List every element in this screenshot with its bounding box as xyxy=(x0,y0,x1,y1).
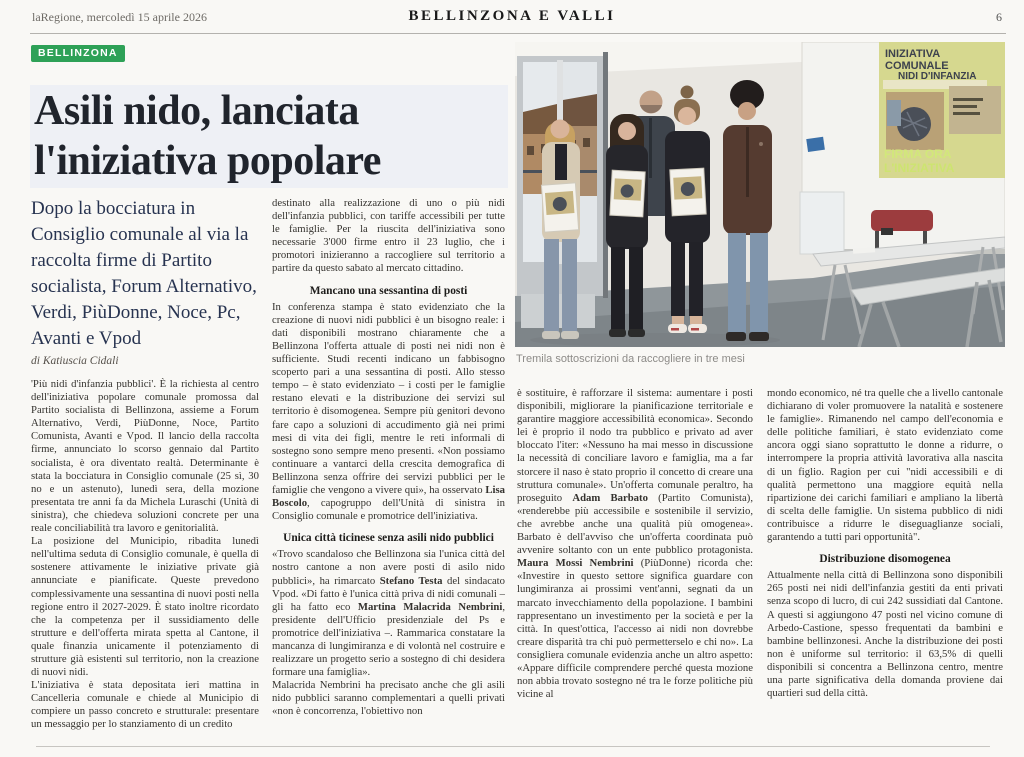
article-paragraph: destinato alla realizzazione di uno o più nidi dell'infanzia pubblici, con tariffe accessibili per tutte le famiglie. Per la riuscita dell'iniziativa sono necessarie 3'000 firme entro il 23 luglio, che i promotori inizieranno a raccogliere sul territorio a partire da questo sabato al mercato cittadino. xyxy=(272,197,505,275)
slide-footer-line-2: L'INIZIATIVA xyxy=(884,161,955,175)
news-photo xyxy=(515,42,1005,347)
article-column-3 xyxy=(517,387,753,746)
article-paragraph: In conferenza stampa è stato evidenziato che la creazione di nuovi nidi pubblici è un bisogno reale: i dati disponibili mostrano chiaramente che a Bellinzona l'offerta attuale di posti nei nidi non è sufficiente. Studi recenti indicano un fabbisogno scoperto pari a una sessantina di posti. Allo stesso tempo – è stato evidenziato – i costi per le famiglie restano elevati e la distribuzione dei servizi sul territorio è disomogenea. Sempre più genitori devono fare capo a soluzioni di accudimento già nei primi mesi di vita dei figli, mentre le reti informali di sostegno sono sempre meno presenti. «Non possiamo continuare a vantarci della crescita demografica di Bellinzona senza offrire dei servizi pubblici per le famiglie che vengono a vivere qui», ha osservato Lisa Boscolo, capogruppo dell'Unità di sinistra in Consiglio comunale e promotrice dell'iniziativa. xyxy=(272,300,505,523)
poster-3 xyxy=(670,168,706,216)
article-paragraph: La posizione del Municipio, ribadita lunedì nell'ultima seduta di Consiglio comunale, è quella di sostenere attivamente le iniziative private già annunciate e pianificate. Queste prevedono complessivamente una sessantina di nuovi posti nella regione entro il 2027-2029. È stato inoltre ricordato che la competenza per il sussidiamento delle strutture e dell'offerta mirata spetta al Cantone, il quale finanzia unicamente il potenziamento di strutture già esistenti sul territorio, non la creazione di nuovi nidi. xyxy=(31,535,259,679)
article-deck: Dopo la bocciatura in Consiglio comunale al via la raccolta firme di Partito socialista, Forum Alternativo, Verdi, PiùDonne, Noce, Pc, Avanti e Vpod xyxy=(31,198,257,349)
article-paragraph: Attualmente nella città di Bellinzona sono disponibili 265 posti nei nidi dell'infanzia gestiti da enti privati senza scopo di lucro, di cui 242 sussidiati dal Cantone. A questi si aggiungono 47 posti nel vicino comune di Arbedo-Castione, spesso frequentati da bambini e bambine bellinzonesi. Anche la distribuzione dei posti non è uniforme sul territorio: il 63,5% di quelli disponibili si concentra a Bellinzona centro, mentre una parte significativa della domanda proviene dai quartieri sud della città. xyxy=(767,569,1003,700)
page-number: 6 xyxy=(996,10,1002,24)
masthead-date: laRegione, mercoledì 15 aprile 2026 xyxy=(32,10,207,24)
news-photo-illustration xyxy=(515,42,1005,347)
slide-title-line-3: NIDI D'INFANZIA xyxy=(898,71,977,82)
article-paragraph: è sostituire, è rafforzare il sistema: aumentare i posti disponibili, migliorare la pianificazione territoriale e garantire maggiore accessibilità economica». Secondo lei è proprio il nodo tra pubblico e privato ad aver bloccato l'iter: «Nessuno ha mai messo in discussione la necessità di conciliare lavoro e famiglia, ma a far storcere il naso è stato proprio il concetto di creare una struttura comunale». Un'offerta comunale peraltro, ha proseguito Adam Barbato (Partito Comunista), «renderebbe più accessibile e sostenibile il servizio, che avrebbe anche una qualità più omogenea». Barbato è dell'avviso che un'offerta coordinata può avvenire soltanto con un ente pubblico protagonista. Maura Mossi Nembrini (PiùDonne) ricorda che: «Investire in questo settore significa guardare con lungimiranza ai prossimi vent'anni, segnati da un marcato invecchiamento della popolazione. I bambini rappresentano un investimento per la società e per la città. In quest'ottica, l'accesso ai nidi non dovrebbe creare disparità tra chi può permetterselo e chi no». La consigliera comunale evidenzia anche un altro aspetto: «Appare difficile comprendere perché questa mozione non abbia trovato sostegno né tra le forze politiche più vicine al xyxy=(517,387,753,701)
section-heading: Distribuzione disomogenea xyxy=(819,553,951,566)
blue-folder xyxy=(806,137,825,152)
article-column-1 xyxy=(31,378,259,746)
footer-divider xyxy=(36,746,990,747)
projected-slide xyxy=(879,42,1005,178)
article-column-4 xyxy=(767,387,1003,746)
header-divider xyxy=(30,33,1006,34)
article-byline: di Katiuscia Cidali xyxy=(31,355,119,367)
cabinet xyxy=(800,192,844,254)
section-title: BELLINZONA E VALLI xyxy=(408,8,616,24)
section-heading: Unica città ticinese senza asili nido pubblici xyxy=(283,532,494,545)
article-paragraph: «Trovo scandaloso che Bellinzona sia l'unica città del nostro cantone a non avere posti di asilo nido pubblici», ha rimarcato Stefano Testa del sindacato Vpod. «Di fatto è l'unica città priva di nidi comunali – gli ha fatto eco Martina Malacrida Nembrini, presidente dell'Ufficio presidenziale del Ps e promotrice dell'iniziativa –. Rammarica constatare la mancanza di lungimiranza e di volontà nel costruire e realizzare un progetto serio a sostegno di chi desidera formare una famiglia». xyxy=(272,548,505,679)
section-heading: Mancano una sessantina di posti xyxy=(309,284,468,297)
article-paragraph: 'Più nidi d'infanzia pubblici'. È la richiesta al centro dell'iniziativa popolare comunale promossa dal Partito socialista di Bellinzona, assieme a Forum Alternativo, Verdi, PiùDonne, Noce, Partito Comunista, Avanti e Vpod. Il lancio della raccolta firme, annunciato lo scorso gennaio dal Partito socialista, è ora diventato realtà. Determinante è stata la bocciatura in Consiglio comunale (25 sì, 30 no e un astenuto), lunedì sera, della mozione presentata tre anni fa da Michela Luraschi (Unità di sinistra), che chiedeva soluzioni concrete per una reale conciliabilità tra lavoro e genitorialità. xyxy=(31,378,259,535)
slide-title-line-2: COMUNALE xyxy=(885,60,949,72)
slide-footer-line-1: FIRMA ORA xyxy=(884,147,952,161)
article-paragraph: L'iniziativa è stata depositata ieri mattina in Cancelleria comunale e chiede al Municipio di compiere un passo concreto e strutturale: presentare un messaggio per lo stanziamento di un credito xyxy=(31,679,259,731)
photo-caption: Tremila sottoscrizioni da raccogliere in tre mesi xyxy=(516,353,745,365)
poster-1 xyxy=(541,183,578,232)
article-paragraph: Malacrida Nembrini ha precisato anche che gli asili nido pubblici saranno complementari a quelli privati «non è concorrenza, l'obiettivo non xyxy=(272,679,505,718)
article-column-2 xyxy=(272,197,505,746)
article-paragraph: mondo economico, né tra quelle che a livello cantonale dichiarano di voler promuovere la natalità e sostenere le famiglie». Rimanendo nel campo dell'economia e delle politiche familiari, è stato evidenziato come ancora oggi siano soprattutto le donne a ridurre, o interrompere la propria attività lavorativa alla nascita di un figlio. Ragion per cui "nidi accessibili e di qualità permettono una maggiore equità nella ripartizione dei carichi familiari e ampliano la libertà di scelta delle famiglie. Un sistema pubblico di nidi contribuisce a ridurre le diseguaglianze sociali, garantendo a tutti pari opportunità". xyxy=(767,387,1003,544)
poster-2 xyxy=(610,170,645,217)
slide-title-line-1: INIZIATIVA xyxy=(885,48,941,60)
kicker-badge: BELLINZONA xyxy=(31,45,125,62)
headline-panel xyxy=(30,85,508,188)
article-headline: Asili nido, lanciata l'iniziativa popolare xyxy=(34,88,381,184)
